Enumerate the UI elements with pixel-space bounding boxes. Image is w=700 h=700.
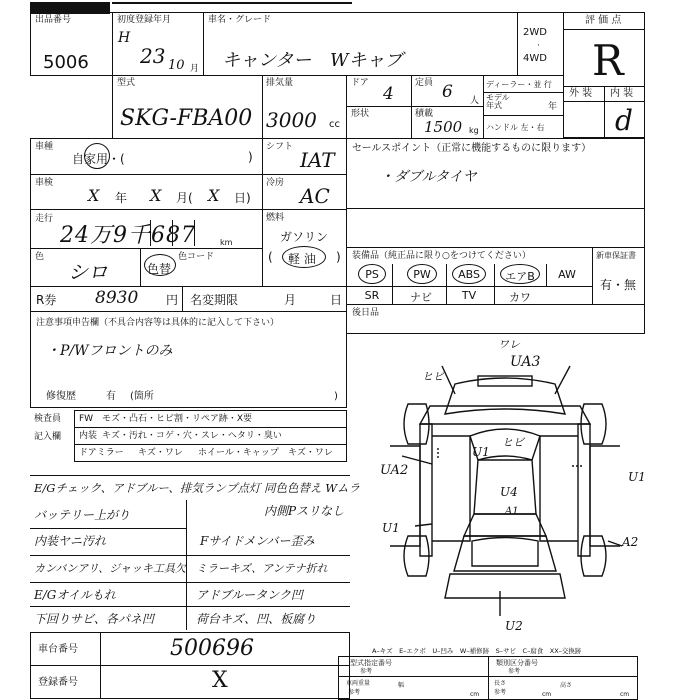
- sales-text: ・ダブルタイヤ: [380, 169, 477, 185]
- name-label: 車名・グレード: [208, 15, 272, 25]
- mark-a1: A1: [505, 506, 519, 517]
- remark-1: E/Gチェック、アドブルー、排気ランプ点灯 同色色替え Wムラ: [34, 481, 361, 495]
- aircon-label: 冷房: [266, 178, 285, 188]
- inspection-year: X: [88, 186, 100, 205]
- displacement: 3000: [266, 108, 317, 132]
- fuel-label: 燃料: [266, 213, 285, 223]
- fuel-paren-close: ): [336, 250, 341, 264]
- usage-circle: [84, 143, 110, 169]
- mark-a2: A2: [622, 535, 639, 549]
- notes-label: 注意事項申告欄（不具合内容等は具体的に記入して下さい）: [36, 318, 280, 328]
- fw-items: モズ・凸石・ヒビ割・リペア跡・X要: [102, 414, 252, 424]
- mark-ua2: UA2: [380, 463, 409, 478]
- car-name: キャンター: [222, 50, 312, 71]
- score: R: [592, 36, 624, 85]
- remark-7: ミラーキズ、アンテナ折れ: [196, 562, 328, 575]
- chassis-label: 車台番号: [38, 644, 78, 655]
- model-label: 型式: [117, 78, 136, 88]
- length-unit: cm: [542, 691, 552, 698]
- reg-month-unit: 月: [190, 64, 200, 74]
- remark-11: 荷台キズ、凹、板腐り: [196, 612, 317, 626]
- remark-5: Fサイドメンバー歪み: [200, 534, 315, 548]
- grade: Wキャブ: [330, 50, 403, 71]
- remark-10: 下回りサビ、各パネ凹: [34, 612, 154, 626]
- later-cell: [346, 304, 645, 334]
- shift: IAT: [300, 148, 335, 172]
- usage-close: ): [248, 150, 253, 164]
- later-label: 後日品: [352, 308, 380, 318]
- handle-label: ハンドル 左・右: [486, 123, 545, 132]
- equip-airbag: エアB: [505, 270, 535, 283]
- equipment-label: 装備品（純正品に限り○をつけてください）: [352, 251, 531, 261]
- repair-close: ): [334, 391, 338, 402]
- height-label: 高さ: [560, 682, 573, 689]
- mark-ua3: UA3: [510, 354, 541, 370]
- color-change: 色替: [147, 262, 172, 276]
- inspection-day: X: [208, 186, 220, 205]
- repair-value: 有: [106, 391, 116, 402]
- load: 1500: [424, 118, 463, 136]
- wheel-label: ホイール・キャップ: [198, 448, 279, 458]
- lot-number: 5006: [43, 52, 89, 73]
- length-sub: 参考: [494, 689, 507, 696]
- drive-sep: ·: [537, 41, 540, 51]
- remark-3: 内側Pスリなし: [264, 504, 345, 518]
- name-change-month: 月: [284, 293, 297, 307]
- remark-8: E/Gオイルもれ: [34, 588, 116, 602]
- doors: 4: [383, 84, 394, 104]
- inspection-month: X: [150, 186, 162, 205]
- type-left-title: 型式指定番号: [350, 659, 392, 667]
- equip-pw: PW: [413, 268, 431, 281]
- name-change-day: 日: [330, 293, 343, 307]
- mark-hibi-windshield: ヒビ: [502, 436, 524, 449]
- recycle-value: 8930: [95, 288, 139, 308]
- inspection-label: 車検: [35, 178, 54, 188]
- person-unit: 人: [470, 96, 480, 106]
- aircon: AC: [300, 184, 330, 208]
- registration-label: 登録番号: [38, 677, 78, 688]
- fuel-circle: [282, 246, 326, 268]
- usage-cell: [30, 138, 263, 175]
- weight-sub: 参考: [348, 689, 361, 696]
- equip-leather: カワ: [509, 291, 531, 304]
- reg-year: 23: [140, 44, 166, 68]
- mileage-unit: km: [220, 238, 233, 247]
- remark-4: 内装ヤニ汚れ: [34, 534, 107, 548]
- color-value: シロ: [68, 260, 108, 284]
- inspection-year-unit: 年: [115, 191, 128, 205]
- type-right-sub: 参考: [508, 668, 521, 675]
- int-label: 内装: [79, 431, 98, 441]
- interior-label: 内 装: [610, 88, 634, 99]
- legend: A–キズ E–エクボ U–凹み W–補修跡 S–サビ C–腐食 XX–交換跡: [372, 647, 582, 655]
- mirror-items: キズ・ワレ: [138, 448, 183, 458]
- usage-label: 車種: [35, 142, 54, 152]
- width-unit: cm: [470, 691, 480, 698]
- load-label: 積載: [415, 109, 434, 119]
- kg-unit: kg: [469, 126, 479, 135]
- wheel-items: キズ・ワレ: [288, 448, 333, 458]
- cc-unit: cc: [329, 119, 340, 130]
- checker-label-1: 検査員: [34, 414, 62, 424]
- equip-tv: TV: [461, 289, 477, 302]
- reg-month: 10: [168, 58, 185, 73]
- displacement-label: 排気量: [266, 78, 294, 88]
- equip-abs: ABS: [458, 268, 480, 281]
- exterior-label: 外 装: [569, 88, 593, 99]
- weight-label: 車両重量: [346, 680, 371, 687]
- mark-u1-left: U1: [382, 521, 400, 535]
- equip-sr: SR: [364, 289, 380, 302]
- int-items: キズ・汚れ・コゲ・穴・スレ・ヘタリ・臭い: [102, 431, 282, 441]
- mark-u1-front: U1: [472, 445, 490, 459]
- checker-label-2: 記入欄: [34, 432, 62, 442]
- equip-aw: AW: [558, 268, 576, 281]
- type-right-title: 類別区分番号: [496, 659, 538, 667]
- sales-label: セールスポイント（正常に機能するものに限ります）: [352, 143, 592, 154]
- width-label: 幅: [398, 682, 405, 689]
- height-unit: cm: [620, 691, 630, 698]
- color-label: 色: [35, 252, 45, 262]
- usage-text: 自家用・(: [72, 152, 125, 166]
- drive-2wd: 2WD: [523, 27, 547, 38]
- interior-grade: d: [615, 104, 633, 137]
- inspection-month-unit: 月(: [176, 191, 193, 205]
- registration-value: X: [212, 668, 228, 693]
- fuel-choice: 軽 油: [288, 252, 316, 266]
- capacity-label: 定員: [415, 78, 434, 88]
- year-unit: 年: [548, 102, 558, 112]
- recycle-label: R券: [36, 293, 57, 307]
- mileage-value: 24万9千687: [60, 223, 196, 248]
- inspection-cell: [30, 174, 263, 210]
- lot-label: 出品番号: [35, 15, 72, 25]
- mileage-label: 走行: [35, 214, 54, 224]
- length-label: 長さ: [494, 680, 507, 687]
- shape-label: 形状: [351, 109, 370, 119]
- warranty-choice: 有・無: [600, 278, 637, 292]
- mark-u4: U4: [500, 485, 518, 499]
- recycle-yen: 円: [166, 293, 179, 307]
- name-change-label: 名変期限: [190, 293, 239, 307]
- inspection-day-unit: 日): [234, 191, 251, 205]
- mark-hibi-top: ヒビ: [422, 370, 444, 383]
- model-year-label: モデル 年式: [486, 93, 510, 110]
- car-diagram: [360, 336, 650, 636]
- drive-4wd: 4WD: [523, 53, 547, 64]
- notes-text: ・P/Wフロントのみ: [46, 343, 173, 359]
- fw-label: FW: [79, 414, 94, 424]
- color-change-circle: [144, 254, 176, 276]
- sales-cell: [346, 138, 645, 248]
- warranty-label: 新車保証書: [596, 251, 636, 260]
- era: H: [118, 30, 131, 46]
- chassis-value: 500696: [170, 636, 254, 661]
- shift-label: シフト: [266, 142, 294, 152]
- capacity: 6: [442, 82, 453, 102]
- mark-u2: U2: [505, 619, 523, 633]
- fuel: ガソリン: [280, 230, 329, 244]
- first-reg-label: 初度登録年月: [117, 15, 172, 25]
- top-strip-scribble: [112, 2, 352, 8]
- remark-2: バッテリー上がり: [34, 508, 131, 522]
- model: SKG-FBA00: [120, 106, 253, 131]
- score-label: 評 価 点: [585, 15, 622, 26]
- drive-cell: [517, 12, 564, 76]
- mark-u1-right: U1: [628, 470, 646, 484]
- type-left-sub: 参考: [360, 668, 373, 675]
- remark-6: カンバンアリ、ジャッキ工具欠: [34, 562, 187, 575]
- repair-place: (箇所: [130, 391, 154, 402]
- equip-navi: ナビ: [410, 291, 432, 304]
- equip-ps: PS: [365, 268, 379, 281]
- registration-cell: [30, 665, 350, 699]
- doors-label: ドア: [351, 78, 369, 88]
- mark-ware: ワレ: [498, 338, 520, 351]
- mirror-label: ドアミラー: [79, 448, 124, 458]
- remark-9: アドブルータンク凹: [196, 588, 303, 602]
- dealer-label: ディーラー・並 行: [486, 80, 552, 89]
- color-code-label: 色コード: [178, 252, 215, 262]
- repair-label: 修復歴: [46, 391, 76, 402]
- fuel-paren-open: (: [268, 250, 273, 264]
